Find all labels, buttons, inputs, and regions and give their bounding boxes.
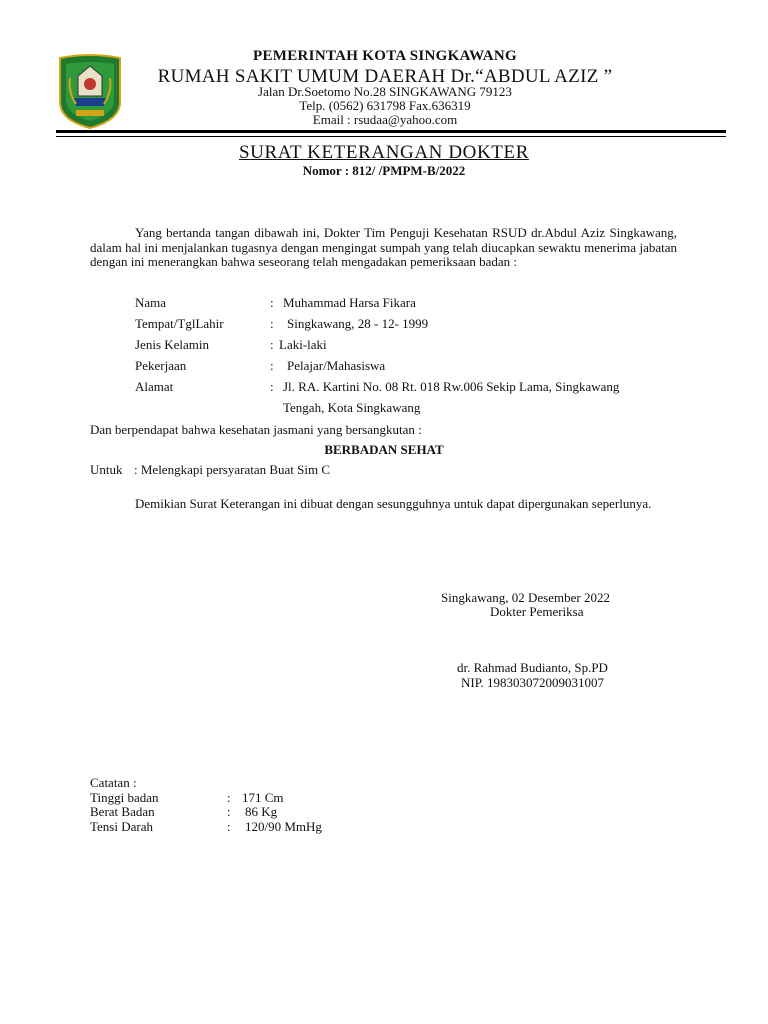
pekerjaan-label: Pekerjaan [135,358,187,373]
header-hospital-name: RUMAH SAKIT UMUM DAERAH Dr.“ABDUL AZIZ ” [157,66,613,87]
alamat-value-line2: Tengah, Kota Singkawang [283,400,421,415]
signature-role: Dokter Pemeriksa [490,604,584,619]
tensi-value: 120/90 MmHg [245,819,322,834]
signature-nip: NIP. 198303072009031007 [461,675,605,690]
signature-name: dr. Rahmad Budianto, Sp.PD [457,660,608,675]
ttl-label: Tempat/TglLahir [135,316,224,331]
intro-paragraph: Yang bertanda tangan dibawah ini, Dokter Tim Penguji Kesehatan RSUD dr.Abdul Aziz Singkawang, dalam hal ini menjalankan tugasnya dengan mengingat sumpah yang telah diucapkan sewaktu menerima jabatan dengan ini menerangkan bahwa seseorang telah mengadakan pemeriksaan badan : [90,225,677,269]
tinggi-value: 171 Cm [242,790,284,805]
purpose-value: : Melengkapi persyaratan Buat Sim C [134,462,331,477]
document-title: SURAT KETERANGAN DOKTER [238,142,529,163]
colon: : [270,379,274,394]
colon: : [270,295,274,310]
pekerjaan-value: Pelajar/Mahasiswa [287,358,386,373]
jenis-kelamin-value: Laki-laki [279,337,327,352]
document-number: Nomor : 812/ /PMPM-B/2022 [302,163,466,178]
notes-heading: Catatan : [90,775,137,790]
colon: : [227,819,231,834]
purpose-label: Untuk [90,462,123,477]
closing-paragraph: Demikian Surat Keterangan ini dibuat dengan sesungguhnya untuk dapat dipergunakan seperlunya. [135,496,652,511]
verdict: BERBADAN SEHAT [324,442,444,457]
header-address: Jalan Dr.Soetomo No.28 SINGKAWANG 79123 [258,84,512,99]
berat-value: 86 Kg [245,804,278,819]
tensi-label: Tensi Darah [90,819,153,834]
header-divider-thin [56,136,726,137]
opinion-text: Dan berpendapat bahwa kesehatan jasmani yang bersangkutan : [90,422,422,437]
colon: : [270,337,274,352]
colon: : [227,790,231,805]
header-email: Email : rsudaa@yahoo.com [312,112,458,127]
tinggi-label: Tinggi badan [90,790,159,805]
colon: : [227,804,231,819]
alamat-label: Alamat [135,379,174,394]
jenis-kelamin-label: Jenis Kelamin [135,337,210,352]
header-divider-thick [56,130,726,133]
city-emblem-logo [56,54,124,130]
signature-place-date: Singkawang, 02 Desember 2022 [441,590,610,605]
berat-label: Berat Badan [90,804,155,819]
ttl-value: Singkawang, 28 - 12- 1999 [287,316,429,331]
header-government: PEMERINTAH KOTA SINGKAWANG [253,48,517,64]
nama-value: Muhammad Harsa Fikara [283,295,416,310]
colon: : [270,358,274,373]
header-phone: Telp. (0562) 631798 Fax.636319 [299,98,471,113]
colon: : [270,316,274,331]
alamat-value-line1: Jl. RA. Kartini No. 08 Rt. 018 Rw.006 Sekip Lama, Singkawang [283,379,620,394]
nama-label: Nama [135,295,167,310]
